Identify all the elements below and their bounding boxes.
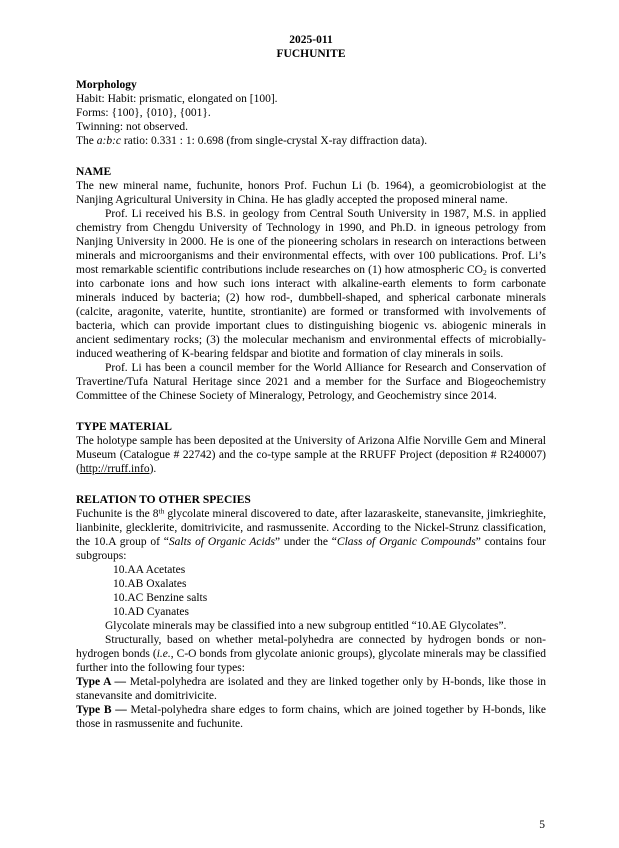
mineral-title: FUCHUNITE [276,48,346,60]
type-b-label: Type B [76,704,112,716]
salts-of-organic-acids-italic: Salts of Organic Acids [168,536,275,548]
morphology-twinning: Twinning: not observed. [76,121,188,133]
ordinal-superscript: th [158,506,165,516]
type-material-pre: The holotype sample has been deposited at the University of Arizona Alfie Norville Gem and Mineral Museum (Catalogue # 22742) and the co-type sample at the RRUFF Project (deposition # R240007) ( [76,435,546,475]
subgroup-item-benzine-salts: 10.AC Benzine salts [113,592,208,604]
relation-p1-mid1: glycolate mineral discovered to date, after lazaraskeite, stanevansite, jimkrieghite, lianbinite, glecklerite, domitrivicite, and rasmussenite. According to the Nickel-Strunz classification, the 10.A group of “ [76,508,546,548]
type-b-paragraph [76,703,546,731]
relation-p1-mid2: ” under the “ [274,536,337,548]
type-a-label: Type A [76,676,111,688]
relation-p1-pre: Fuchunite is the 8 [76,508,159,520]
ie-italic: i.e. [156,648,171,660]
document-header [76,33,546,61]
name-paragraph-3: Prof. Li has been a council member for the World Alliance for Research and Conservation of Travertine/Tufa Natural Heritage since 2021 and a member for the Surface and Biogeochemistry Committee of the Chinese Society of Mineralogy, Petrology, and Geochemistry since 2014. [76,362,546,402]
ratio-text-post: ratio: 0.331 : 1: 0.698 (from single-crystal X-ray diffraction data). [121,135,428,147]
type-a-text: Metal-polyhedra are isolated and they are linked together only by H-bonds, like those in stanevansite and domitrivicite. [76,676,547,702]
class-of-organic-compounds-italic: Class of Organic Compounds [336,536,476,548]
ratio-text-pre: The [76,135,97,147]
type-material-heading: TYPE MATERIAL [76,421,172,433]
type-material-post: ). [149,463,157,475]
relation-p3-post: , C-O bonds from glycolate anionic groups), glycolate minerals may be classified further into the following four types: [76,648,546,674]
subgroup-item-oxalates: 10.AB Oxalates [113,578,187,590]
morphology-heading: Morphology [76,79,137,91]
document-content [76,33,546,731]
section-relation [76,493,546,731]
morphology-ratio [76,134,546,148]
section-type-material [76,420,546,476]
section-morphology [76,78,546,148]
ratio-abc-italic: a:b:c [96,135,122,147]
subgroup-item-cyanates: 10.AD Cyanates [113,606,190,618]
subgroup-item-acetates: 10.AA Acetates [113,564,186,576]
relation-paragraph-2: Glycolate minerals may be classified into a new subgroup entitled “10.AE Glycolates”. [105,620,507,632]
name-heading: NAME [76,166,112,178]
type-b-dash: — [111,704,131,716]
page-number: 5 [539,819,545,831]
name-paragraph-2 [76,207,546,361]
relation-paragraph-3 [76,633,546,675]
name-p2-pre: Prof. Li received his B.S. in geology from Central South University in 1987, M.S. in applied chemistry from Chengdu University of Technology in 1990, and Ph.D. in igneous petrology from Nanjing University in 2000. He is one of the pioneering scholars in research on interactions between minerals and microorganisms and their environmental effects, with over 100 publications. Prof. Li’s most remarkable scientific contributions include researches on (1) how atmospheric CO [76,208,546,276]
relation-p3-pre: Structurally, based on whether metal-polyhedra are connected by hydrogen bonds or non-hydrogen bonds ( [76,634,546,660]
proposal-number: 2025-011 [289,34,333,46]
morphology-forms: Forms: {100}, {010}, {001}. [76,107,211,119]
type-a-dash: — [110,676,130,688]
name-p2-post: is converted into carbonate ions and how such ions interact with alkaline-earth elements to form carbonate minerals induced by bacteria; (2) how rod-, dumbbell-shaped, and spherical carbonate minerals (calcite, aragonite, vaterite, huntite, strontianite) are formed or transformed with involvements of bacteria, which can provide important clues to distinguishing biogenic vs. abiogenic minerals in ancient sedimentary rocks; (3) the molecular mechanism and environmental effects of microbially-induced weathering of K-bearing feldspar and biotite and formation of clay minerals in soils. [76,264,546,360]
relation-paragraph-1 [76,507,546,563]
name-paragraph-1: The new mineral name, fuchunite, honors Prof. Fuchun Li (b. 1964), a geomicrobiologist at the Nanjing Agricultural University in China. He has gladly accepted the proposed mineral name. [76,180,546,206]
relation-heading: RELATION TO OTHER SPECIES [76,494,251,506]
morphology-habit: Habit: Habit: prismatic, elongated on [100]. [76,93,278,105]
relation-p1-post: ” contains four subgroups: [76,536,547,562]
type-material-paragraph [76,434,546,476]
co2-subscript: 2 [482,267,487,277]
type-a-paragraph [76,675,546,703]
rruff-link[interactable]: http://rruff.info [79,463,150,475]
type-b-text: Metal-polyhedra share edges to form chains, which are joined together by H-bonds, like those in rasmussenite and fuchunite. [76,704,546,730]
section-name [76,165,546,403]
